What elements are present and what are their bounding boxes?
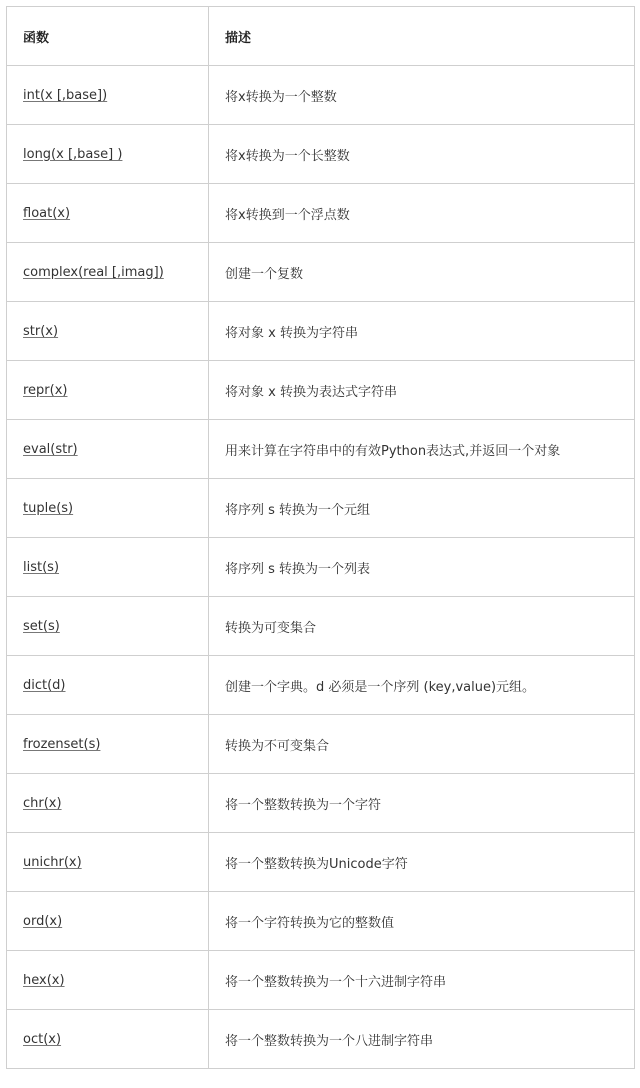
function-link[interactable]: float(x) — [23, 205, 71, 221]
description-cell: 将一个整数转换为一个字符 — [209, 774, 635, 833]
function-cell — [7, 302, 209, 361]
function-cell — [7, 1010, 209, 1069]
header-description: 描述 — [209, 7, 635, 66]
table-row — [7, 479, 635, 538]
function-cell — [7, 479, 209, 538]
function-link[interactable]: oct(x) — [23, 1031, 62, 1047]
function-cell — [7, 420, 209, 479]
function-cell — [7, 243, 209, 302]
description-cell: 创建一个字典。d 必须是一个序列 (key,value)元组。 — [209, 656, 635, 715]
table-row — [7, 892, 635, 951]
function-cell — [7, 656, 209, 715]
description-cell: 将序列 s 转换为一个元组 — [209, 479, 635, 538]
description-cell: 将一个整数转换为一个八进制字符串 — [209, 1010, 635, 1069]
description-cell: 将一个整数转换为一个十六进制字符串 — [209, 951, 635, 1010]
function-link[interactable]: str(x) — [23, 323, 59, 339]
function-table — [6, 6, 635, 1069]
function-link[interactable]: ord(x) — [23, 913, 63, 929]
function-cell — [7, 833, 209, 892]
description-cell: 将x转换为一个整数 — [209, 66, 635, 125]
description-cell: 转换为可变集合 — [209, 597, 635, 656]
table-row — [7, 302, 635, 361]
table-row — [7, 420, 635, 479]
function-table-container — [6, 6, 634, 1069]
function-link[interactable]: int(x [,base]) — [23, 87, 108, 103]
function-cell — [7, 951, 209, 1010]
table-row — [7, 597, 635, 656]
table-row — [7, 538, 635, 597]
table-header-row — [7, 7, 635, 66]
table-row — [7, 774, 635, 833]
table-row — [7, 1010, 635, 1069]
table-row — [7, 656, 635, 715]
description-cell: 将序列 s 转换为一个列表 — [209, 538, 635, 597]
description-cell: 将对象 x 转换为表达式字符串 — [209, 361, 635, 420]
function-cell — [7, 597, 209, 656]
function-link[interactable]: repr(x) — [23, 382, 68, 398]
function-cell — [7, 774, 209, 833]
function-link[interactable]: chr(x) — [23, 795, 62, 811]
function-cell — [7, 184, 209, 243]
function-link[interactable]: eval(str) — [23, 441, 78, 457]
table-body — [7, 66, 635, 1069]
function-link[interactable]: hex(x) — [23, 972, 65, 988]
table-row — [7, 66, 635, 125]
function-cell — [7, 361, 209, 420]
description-cell: 将一个整数转换为Unicode字符 — [209, 833, 635, 892]
function-link[interactable]: complex(real [,imag]) — [23, 264, 164, 280]
table-row — [7, 243, 635, 302]
function-link[interactable]: frozenset(s) — [23, 736, 101, 752]
table-row — [7, 125, 635, 184]
table-row — [7, 951, 635, 1010]
function-link[interactable]: dict(d) — [23, 677, 66, 693]
function-cell — [7, 715, 209, 774]
function-cell — [7, 125, 209, 184]
function-cell — [7, 538, 209, 597]
function-link[interactable]: tuple(s) — [23, 500, 74, 516]
function-cell — [7, 892, 209, 951]
description-cell: 创建一个复数 — [209, 243, 635, 302]
table-row — [7, 184, 635, 243]
function-link[interactable]: list(s) — [23, 559, 60, 575]
function-cell — [7, 66, 209, 125]
header-function: 函数 — [7, 7, 209, 66]
table-row — [7, 715, 635, 774]
function-link[interactable]: unichr(x) — [23, 854, 82, 870]
description-cell: 将一个字符转换为它的整数值 — [209, 892, 635, 951]
function-link[interactable]: long(x [,base] ) — [23, 146, 123, 162]
table-row — [7, 361, 635, 420]
description-cell: 转换为不可变集合 — [209, 715, 635, 774]
description-cell: 将x转换为一个长整数 — [209, 125, 635, 184]
description-cell: 将x转换到一个浮点数 — [209, 184, 635, 243]
description-cell: 用来计算在字符串中的有效Python表达式,并返回一个对象 — [209, 420, 635, 479]
description-cell: 将对象 x 转换为字符串 — [209, 302, 635, 361]
table-row — [7, 833, 635, 892]
function-link[interactable]: set(s) — [23, 618, 60, 634]
